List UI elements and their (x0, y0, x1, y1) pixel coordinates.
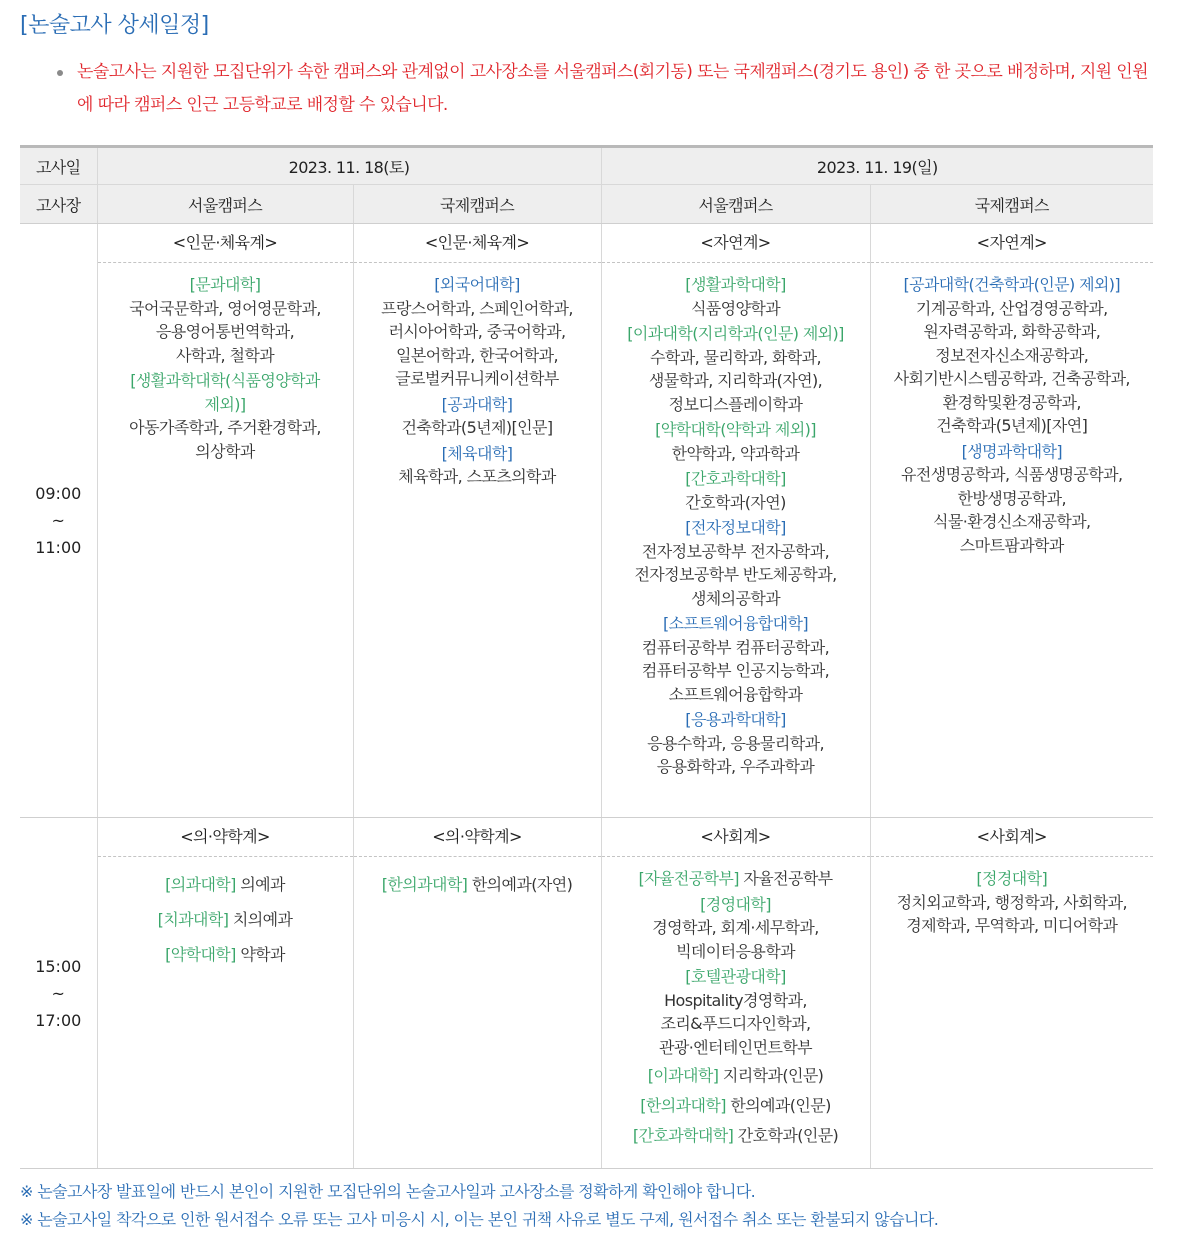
row-label-date: 고사일 (20, 147, 97, 185)
college-name: [공과대학(건축학과(인문) 제외)] (903, 275, 1121, 294)
morning-cell-2 (353, 224, 601, 818)
college-name: [약학대학] (165, 945, 236, 964)
dept-line: 정보전자신소재공학과, (935, 345, 1089, 365)
dept-line: 한방생명공학과, (957, 488, 1067, 508)
dept-line: 국어국문학과, 영어영문학과, (129, 298, 321, 318)
college-name: [치과대학] (157, 910, 229, 929)
time-tilde: ~ (51, 983, 65, 1003)
afternoon-cell-4 (870, 818, 1153, 1169)
dept-line: 전자정보공학부 반도체공학과, (634, 565, 837, 584)
college-inline (602, 1061, 870, 1091)
campus-global-1: 국제캠퍼스 (353, 185, 601, 224)
header-row-campus (20, 185, 1153, 224)
college-name: [간호과학대학] (685, 469, 786, 488)
college-name: [자율전공학부] (638, 869, 739, 888)
dept-line: 사회기반시스템공학과, 건축공학과, (893, 369, 1130, 388)
dept-line: 환경학및환경공학과, (942, 392, 1081, 412)
college-name: [소프트웨어융합대학] (663, 614, 809, 633)
field-label: <사회계> (602, 818, 870, 857)
field-label: <자연계> (871, 224, 1154, 263)
college-block (354, 442, 601, 489)
field-label: <사회계> (871, 818, 1154, 857)
dept-line: 한의예과(자연) (471, 875, 573, 894)
morning-time (20, 224, 97, 818)
morning-cell-4 (870, 224, 1153, 818)
college-name: [응용과학대학] (685, 710, 786, 729)
dept-line: 응용수학과, 응용물리학과, (647, 733, 824, 753)
dept-line: 건축학과(5년제)[인문] (401, 418, 553, 437)
college-name: [외국어대학] (434, 275, 520, 294)
college-inline (602, 867, 870, 891)
dept-line: 러시아어학과, 중국어학과, (388, 322, 566, 341)
dept-line: 한약학과, 약과학과 (671, 443, 800, 463)
dept-line: 건축학과(5년제)[자연] (936, 416, 1088, 435)
dept-line: 생체의공학과 (690, 588, 781, 608)
dept-line: 일본어학과, 한국어학과, (395, 345, 559, 365)
college-name: [한의과대학] (640, 1096, 726, 1115)
dept-line: 지리학과(인문) (722, 1066, 824, 1085)
notice-text: 논술고사는 지원한 모집단위가 속한 캠퍼스와 관계없이 고사장소를 서울캠퍼스(회기동) 또는 국제캠퍼스(경기도 용인) 중 한 곳으로 배정하며, 지원 인원에 따라 캠퍼스 인근 고등학교로 배정할 수 있습니다. (77, 62, 1148, 115)
afternoon-cell-1 (97, 818, 353, 1169)
field-label: <자연계> (602, 224, 870, 263)
dept-line: 소프트웨어융합학과 (668, 684, 803, 704)
dept-line: 응용화학과, 우주과학과 (656, 757, 815, 776)
college-name: [이과대학(지리학과(인문) 제외)] (627, 324, 844, 343)
dept-line: 프랑스어학과, 스페인어학과, (381, 298, 573, 318)
college-block (354, 273, 601, 391)
morning-cell-3 (601, 224, 870, 818)
college-block (98, 369, 353, 463)
dept-line: 컴퓨터공학부 컴퓨터공학과, (641, 637, 830, 657)
dept-line: 약학과 (240, 945, 285, 964)
college-name: [의과대학] (165, 875, 236, 894)
footnote-2: ※ 논술고사일 착각으로 인한 원서접수 오류 또는 고사 미응시 시, 이는 본인 귀책 사유로 별도 구제, 원서접수 취소 또는 환불되지 않습니다. (20, 1210, 939, 1229)
time-end: 11:00 (35, 538, 82, 557)
dept-line: 간호학과(인문) (737, 1126, 839, 1145)
bullet-icon (57, 70, 63, 76)
college-name: [생활과학대학(식품영양학과 (130, 371, 320, 390)
dept-line: 응용영어통번역학과, (155, 322, 295, 341)
college-block (602, 418, 870, 465)
row-label-place: 고사장 (20, 185, 97, 224)
college-inline (602, 1091, 870, 1121)
college-name: [간호과학대학] (632, 1126, 734, 1145)
dept-line: 조리&푸드디자인학과, (660, 1014, 811, 1033)
header-row-date (20, 147, 1153, 185)
afternoon-time (20, 818, 97, 1169)
college-name: [경영대학] (700, 894, 771, 914)
dept-line: 컴퓨터공학부 인공지능학과, (641, 661, 830, 680)
college-block (602, 516, 870, 610)
dept-line: 식품영양학과 (690, 298, 781, 318)
dept-line: 빅데이터응용학과 (676, 941, 795, 961)
dept-line: 경제학과, 무역학과, 미디어학과 (906, 916, 1118, 935)
college-name: [체육대학] (441, 443, 513, 463)
dept-line: 기계공학과, 산업경영공학과, (915, 298, 1108, 318)
dept-line: 한의예과(인문) (730, 1096, 831, 1115)
college-block (602, 467, 870, 514)
field-label: <인문·체육계> (354, 224, 601, 263)
college-name: [생명과학대학] (961, 441, 1062, 461)
dept-line: 식물·환경신소재공학과, (933, 512, 1091, 531)
notice (60, 56, 1160, 122)
dept-line: 글로벌커뮤니케이션학부 (395, 369, 559, 388)
campus-global-2: 국제캠퍼스 (870, 185, 1153, 224)
college-block (354, 393, 601, 440)
dept-line: 체육학과, 스포츠의학과 (398, 467, 556, 486)
college-inline (98, 902, 353, 937)
time-tilde: ~ (51, 511, 65, 530)
afternoon-row (20, 818, 1153, 1169)
field-label: <의·약학계> (354, 818, 601, 857)
dept-line: 원자력공학과, 화학공학과, (923, 322, 1101, 341)
dept-line: 전자정보공학부 전자공학과, (641, 541, 830, 561)
dept-line: 자율전공학부 (743, 869, 833, 888)
dept-line: Hospitality경영학과, (664, 990, 807, 1010)
college-name: [문과대학] (189, 275, 261, 294)
dept-line: 의상학과 (195, 441, 255, 461)
morning-cell-1 (97, 224, 353, 818)
college-block (98, 273, 353, 367)
college-name: [공과대학] (441, 394, 513, 414)
dept-line: 수학과, 물리학과, 화학과, (650, 347, 822, 367)
afternoon-cell-2 (353, 818, 601, 1169)
college-block (602, 322, 870, 416)
dept-line: 치의예과 (232, 910, 293, 929)
college-block (602, 965, 870, 1059)
field-label: <인문·체육계> (98, 224, 353, 263)
schedule-table (20, 145, 1153, 1169)
dept-line: 경영학과, 회계·세무학과, (652, 918, 819, 937)
page-title: [논술고사 상세일정] (20, 13, 209, 38)
date-1: 2023. 11. 18(토) (97, 147, 601, 185)
college-block (871, 440, 1154, 558)
college-inline (602, 1121, 870, 1151)
afternoon-cell-3 (601, 818, 870, 1169)
college-block (602, 273, 870, 320)
dept-line: 정보디스플레이학과 (668, 394, 803, 414)
college-inline (98, 937, 353, 972)
college-name: [한의과대학] (381, 875, 468, 894)
college-name: [정경대학] (976, 869, 1048, 888)
dept-line: 사학과, 철학과 (175, 345, 275, 365)
college-block (602, 893, 870, 964)
college-name: [전자정보대학] (685, 518, 786, 537)
college-inline (354, 867, 601, 902)
morning-row (20, 224, 1153, 818)
college-name: [호텔관광대학] (685, 967, 786, 986)
campus-seoul-2: 서울캠퍼스 (601, 185, 870, 224)
dept-line: 스마트팜과학과 (959, 535, 1064, 555)
college-inline (98, 867, 353, 902)
dept-line: 정치외교학과, 행정학과, 사회학과, (896, 892, 1127, 912)
dept-line: 의예과 (240, 875, 285, 894)
dept-line: 생물학과, 지리학과(자연), (648, 371, 823, 390)
footnote-1: ※ 논술고사장 발표일에 반드시 본인이 지원한 모집단위의 논술고사일과 고사장소를 정확하게 확인해야 합니다. (20, 1182, 756, 1201)
college-name: [이과대학] (647, 1066, 719, 1085)
field-label: <의·약학계> (98, 818, 353, 857)
dept-line: 유전생명공학과, 식품생명공학과, (901, 465, 1123, 484)
college-block (871, 867, 1154, 938)
college-name: [생활과학대학] (685, 275, 786, 294)
dept-line: 아동가족학과, 주거환경학과, (129, 418, 321, 437)
dept-line: 관광·엔터테인먼트학부 (658, 1037, 813, 1057)
college-block (871, 273, 1154, 438)
date-2: 2023. 11. 19(일) (601, 147, 1153, 185)
time-end: 17:00 (35, 1010, 82, 1030)
college-block (602, 708, 870, 779)
college-name: [약학대학(약학과 제외)] (655, 420, 816, 439)
dept-line: 간호학과(자연) (685, 492, 786, 512)
time-start: 15:00 (35, 956, 82, 976)
college-name: 제외)] (204, 394, 246, 414)
college-block (602, 612, 870, 706)
time-start: 09:00 (35, 484, 82, 503)
campus-seoul-1: 서울캠퍼스 (97, 185, 353, 224)
